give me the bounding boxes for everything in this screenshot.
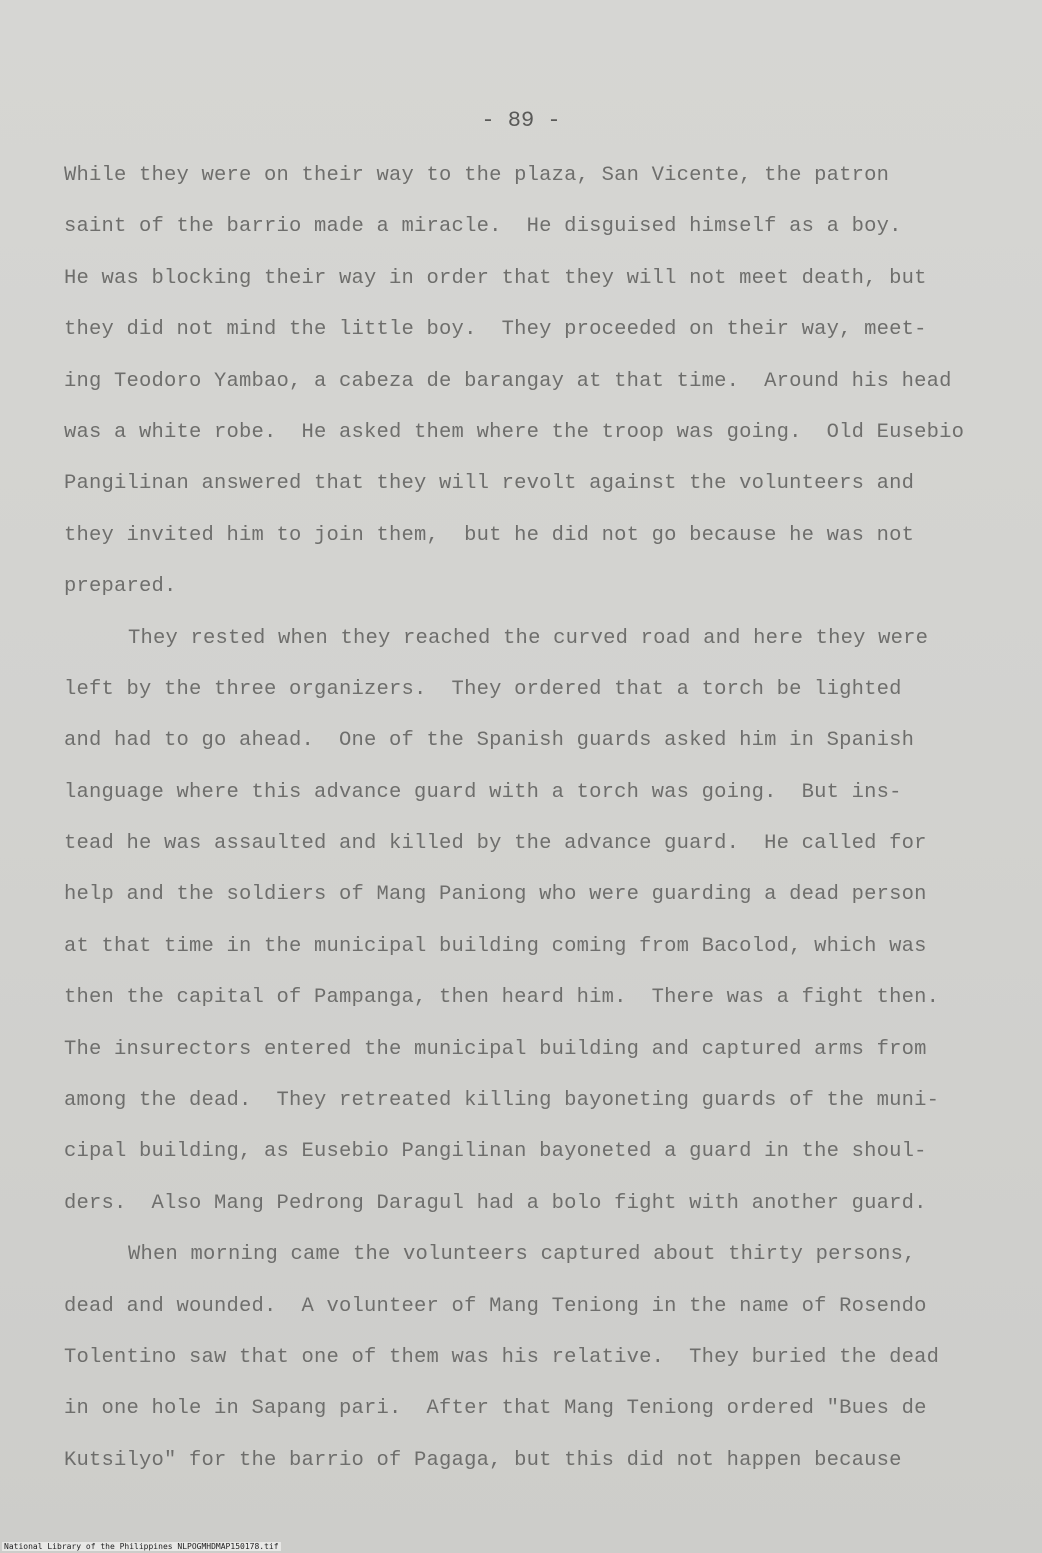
paragraph-start-line: When morning came the volunteers captured about thirty persons, (128, 1243, 916, 1267)
text-line: dead and wounded. A volunteer of Mang Teniong in the name of Rosendo (64, 1294, 927, 1318)
text-line: they did not mind the little boy. They proceeded on their way, meet- (64, 318, 927, 342)
text-line: help and the soldiers of Mang Paniong who were guarding a dead person (64, 883, 927, 907)
archive-footer: National Library of the Philippines NLPOGMHDMAP150178.tif (4, 1542, 279, 1551)
paragraph-start-line: They rested when they reached the curved road and here they were (128, 626, 929, 650)
text-line: ders. Also Mang Pedrong Daragul had a bolo fight with another guard. (64, 1191, 927, 1215)
page-number: - 89 - (481, 108, 561, 133)
text-line: was a white robe. He asked them where the troop was going. Old Eusebio (64, 420, 965, 444)
text-line: While they were on their way to the plaza, San Vicente, the patron (64, 164, 890, 187)
text-line: in one hole in Sapang pari. After that Mang Teniong ordered "Bues de (64, 1397, 927, 1421)
text-line: Kutsilyo" for the barrio of Pagaga, but this did not happen because (64, 1448, 902, 1472)
text-line: left by the three organizers. They ordered that a torch be lighted (64, 677, 902, 701)
body-text (64, 150, 1004, 1486)
text-line: at that time in the municipal building coming from Bacolod, which was (64, 934, 927, 958)
text-line: saint of the barrio made a miracle. He disguised himself as a boy. (64, 215, 902, 239)
text-line: ing Teodoro Yambao, a cabeza de barangay at that time. Around his head (64, 369, 952, 393)
text-line: and had to go ahead. One of the Spanish guards asked him in Spanish (64, 729, 915, 753)
text-line: Tolentino saw that one of them was his relative. They buried the dead (64, 1345, 940, 1369)
text-line: among the dead. They retreated killing bayoneting guards of the muni- (64, 1089, 940, 1113)
text-line: language where this advance guard with a torch was going. But ins- (64, 780, 902, 804)
text-line: He was blocking their way in order that they will not meet death, but (64, 266, 927, 290)
text-line: they invited him to join them, but he did not go because he was not (64, 523, 915, 547)
text-line: The insurectors entered the municipal building and captured arms from (64, 1037, 927, 1061)
text-line: then the capital of Pampanga, then heard him. There was a fight then. (64, 986, 940, 1010)
text-line: prepared. (64, 575, 177, 599)
text-line: Pangilinan answered that they will revolt against the volunteers and (64, 472, 915, 496)
text-line: cipal building, as Eusebio Pangilinan bayoneted a guard in the shoul- (64, 1140, 927, 1164)
text-line: tead he was assaulted and killed by the advance guard. He called for (64, 832, 927, 856)
